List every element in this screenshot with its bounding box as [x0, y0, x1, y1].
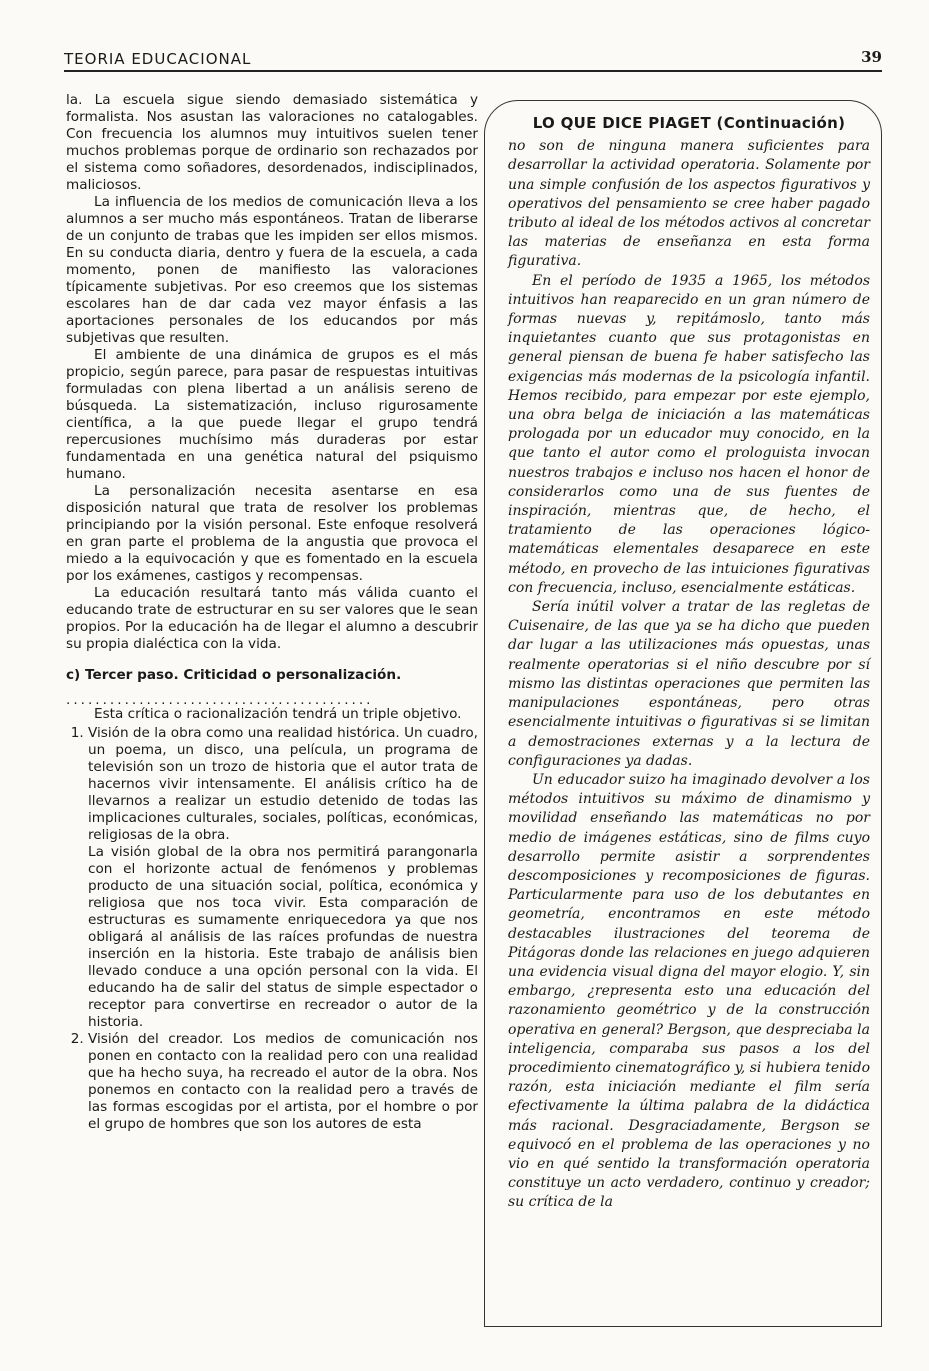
- list-item: [88, 1031, 478, 1133]
- dotted-separator: ..........................................: [66, 692, 374, 708]
- sidebar-paragraph: Sería inútil volver a tratar de las regletas de Cuisenaire, de las que ya se ha dicho que pueden dar lugar a las utilizaciones más opuestas, unas realmente operatorias si el niño descubre por sí mismo las distintas operaciones que permiten las manipulaciones espontáneas, pero otras esencialmente intuitivas o figurativas si se limitan a demostraciones externas y a la lectura de configuraciones ya dadas.: [508, 599, 870, 769]
- sidebar-box: [508, 114, 870, 1213]
- objective-list: [66, 725, 478, 1133]
- page-number: 39: [861, 48, 882, 66]
- running-title: TEORIA EDUCACIONAL: [64, 50, 252, 68]
- body-paragraph: la. La escuela sigue siendo demasiado sistemática y formalista. Nos asustan las valoraciones no catalogables. Con frecuencia los alumnos muy intuitivos suelen tener muchos problemas porque de ordinario son rechazados por el sistema como soñadores, desordenados, indisciplinados, maliciosos.: [66, 92, 478, 193]
- section-subheading: c) Tercer paso. Criticidad o personalización.: [66, 667, 402, 683]
- page-header: [64, 48, 882, 72]
- sidebar-paragraph: En el período de 1935 a 1965, los métodos intuitivos han reaparecido en un gran número de formas nuevas y, repitámoslo, tanto más inquietantes cuanto que sus protagonistas en general piensan de buena fe haber satisfecho las exigencias más modernas de la psicología infantil. Hemos recibido, para empezar por este ejemplo, una obra belga de iniciación a las matemáticas prologada por un educador muy conocido, en la que tanto el autor como el prologuista invocan nuestros trabajos e incluso nos hacen el honor de considerarlos como una de sus fuentes de inspiración, mientras que, de hecho, el tratamiento de las operaciones lógico-matemáticas elementales desaparece en este método, en provecho de las intuiciones figurativas con frecuencia, incluso, esencialmente estáticas.: [508, 272, 870, 596]
- list-item: [88, 725, 478, 1031]
- left-column: [66, 92, 478, 1133]
- list-item-text: 2. Visión del creador. Los medios de comunicación nos ponen en contacto con la realidad pero con una realidad que ha hecho suya, ha recreado el autor de la obra. Nos ponemos en contacto con la realidad pero a través de las formas escogidas por el artista, por el hombre o por el grupo de hombres que son los autores de esta: [88, 1031, 478, 1132]
- sidebar-heading: LO QUE DICE PIAGET (Continuación): [532, 114, 846, 132]
- body-paragraph: El ambiente de una dinámica de grupos es el más propicio, según parece, para pasar de respuestas intuitivas formuladas con plena libertad a un análisis sereno de búsqueda. La sistematización, incluso rigurosamente científica, a la que puede llegar el grupo tendrá repercusiones muchísimo más duraderas por estar fundamentada en una genética natural del psiquismo humano.: [66, 347, 478, 482]
- list-intro: Esta crítica o racionalización tendrá un triple objetivo.: [94, 706, 462, 722]
- list-item-continuation: La visión global de la obra nos permitirá parangonarla con el horizonte actual de fenómenos y problemas producto de una situación social, política, económica y religiosa que nos toca vivir. Esta comparación de estructuras es sumamente enriquecedora ya que nos obligará al análisis de las raíces profundas de nuestra inserción en la historia. Este trabajo de análisis bien llevado conduce a una opción personal con la vida. El educando ha de salir del status de simple espectador o receptor para convertirse en recreador o autor de la historia.: [88, 844, 478, 1030]
- body-paragraph: La educación resultará tanto más válida cuanto el educando trate de estructurar en su ser valores que le sean propios. Por la educación ha de llegar el alumno a descubrir su propia dialéctica con la vida.: [66, 585, 478, 652]
- list-item-text: 1. Visión de la obra como una realidad histórica. Un cuadro, un poema, un disco, una película, un programa de televisión son un trozo de historia que el autor trata de hacernos vivir intensamente. El análisis crítico ha de llevarnos a realizar un estudio detenido de todas las implicaciones culturales, sociales, políticas, económicas, religiosas de la obra.: [88, 725, 478, 843]
- sidebar-paragraph: Un educador suizo ha imaginado devolver a los métodos intuitivos su máximo de dinamismo y movilidad enseñando las matemáticas no por medio de imágenes estáticas, sino de films cuyo desarrollo permite asistir a sorprendentes descomposiciones y recomposiciones de figuras. Particularmente para uso de los debutantes en geometría, encontramos en este método destacables ilustraciones del teorema de Pitágoras donde las relaciones en juego adquieren una evidencia visual digna del mayor elogio. Y, sin embargo, ¿representa esto una educación del razonamiento geométrico y de la construcción operativa en general? Bergson, que despreciaba la inteligencia, comparaba sus pasos a los del procedimiento cinematográfico y, si hubiera tenido razón, esta iniciación mediante el film sería efectivamente la última palabra de la didáctica más racional. Desgraciadamente, Bergson se equivocó en el problema de las operaciones y no vio en qué sentido la transformación operatoria constituye un acto verdadero, continuo y creador; su crítica de la: [508, 771, 870, 1211]
- body-paragraph: La personalización necesita asentarse en esa disposición natural que trata de resolver los problemas principiando por la visión personal. Este enfoque resolverá en gran parte el problema de la angustia que provoca el miedo a la equivocación y que es fomentado en la escuela por los exámenes, castigos y recompensas.: [66, 483, 478, 584]
- body-paragraph: La influencia de los medios de comunicación lleva a los alumnos a ser mucho más espontáneos. Tratan de liberarse de un conjunto de trabas que les impiden ser ellos mismos. En su conducta diaria, dentro y fuera de la escuela, a cada momento, ponen de manifiesto las valoraciones típicamente subjetivas. Por eso creemos que los sistemas escolares han de dar cada vez mayor énfasis a las aportaciones personales de los educandos por más subjetivas que resulten.: [66, 194, 478, 346]
- sidebar-paragraph: no son de ninguna manera suficientes para desarrollar la actividad operatoria. Solamente por una simple confusión de los aspectos figurativos y operativos del pensamiento se cree haber pagado tributo al ideal de los métodos activos al concretar las materias de enseñanza en esta forma figurativa.: [508, 138, 870, 270]
